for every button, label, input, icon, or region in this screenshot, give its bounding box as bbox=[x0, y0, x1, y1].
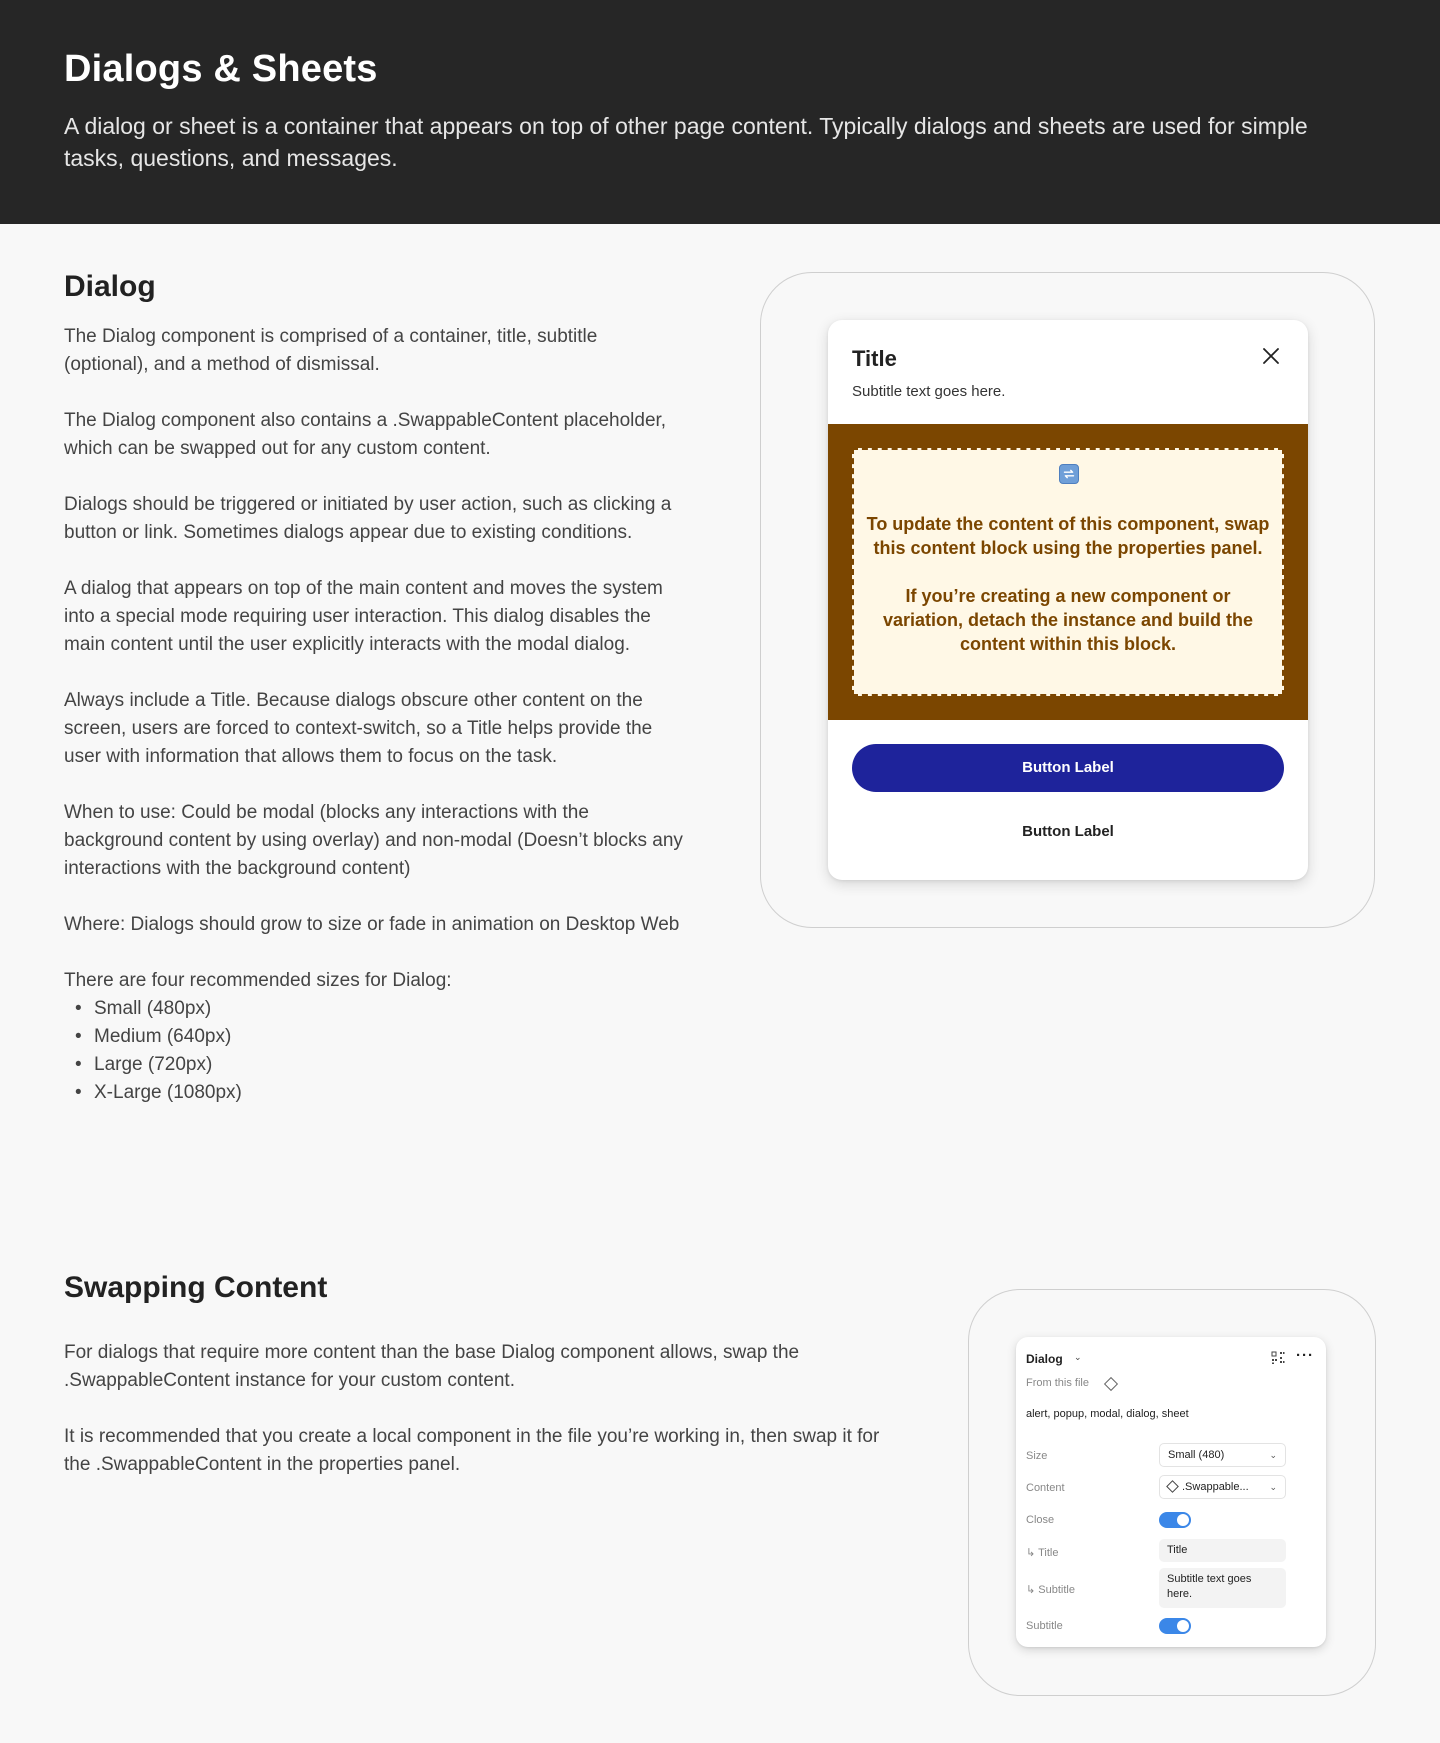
dialog-paragraph: Dialogs should be triggered or initiated by user action, such as clicking a button or link. Sometimes dialogs appear due to existing conditions. bbox=[64, 494, 672, 543]
list-item: • Medium (640px) bbox=[64, 1023, 684, 1051]
swappable-content-block bbox=[828, 424, 1308, 720]
size-label: Size bbox=[1026, 1450, 1048, 1462]
swap-icon bbox=[1059, 464, 1079, 484]
dialog-paragraph: There are four recommended sizes for Dialog: bbox=[64, 970, 452, 991]
dialog-section-body bbox=[64, 323, 684, 1107]
dialog-title: Title bbox=[852, 346, 897, 371]
swap-instruction-1: To update the content of this component, swap this content block using the properties panel. bbox=[866, 514, 1270, 558]
page-title: Dialogs & Sheets bbox=[64, 48, 378, 90]
dialog-size-list bbox=[64, 995, 684, 1107]
size-value: Small (480) bbox=[1168, 1449, 1225, 1461]
title-label: ↳ Title bbox=[1026, 1547, 1059, 1559]
size-select[interactable] bbox=[1159, 1443, 1286, 1467]
dialog-paragraph: Always include a Title. Because dialogs obscure other content on the screen, users are forced to context-switch, so a Title helps provide the user with information that allows them to focus on the task. bbox=[64, 690, 653, 767]
secondary-button[interactable]: Button Label bbox=[1022, 823, 1114, 840]
component-diamond-icon[interactable] bbox=[1104, 1377, 1118, 1391]
content-value: .Swappable... bbox=[1182, 1481, 1249, 1493]
instance-diamond-icon bbox=[1166, 1480, 1179, 1493]
primary-button[interactable]: Button Label bbox=[852, 744, 1284, 792]
subtitle-toggle[interactable] bbox=[1159, 1618, 1191, 1634]
list-item: • Large (720px) bbox=[64, 1051, 684, 1079]
dialog-subtitle: Subtitle text goes here. bbox=[852, 383, 1006, 400]
swap-instructions bbox=[864, 512, 1272, 656]
dialog-paragraph: A dialog that appears on top of the main content and moves the system into a special mode requiring user interaction. This dialog disables the main content until the user explicitly interacts with the modal dialog. bbox=[64, 578, 663, 655]
page-header bbox=[0, 0, 1440, 224]
dialog-paragraph: Where: Dialogs should grow to size or fade in animation on Desktop Web bbox=[64, 914, 680, 935]
close-label: Close bbox=[1026, 1514, 1055, 1526]
close-icon[interactable] bbox=[1259, 344, 1283, 368]
properties-panel bbox=[1016, 1337, 1326, 1647]
dialog-example bbox=[828, 320, 1308, 880]
content-label: Content bbox=[1026, 1482, 1065, 1494]
swap-instruction-2: If you’re creating a new component or variation, detach the instance and build the content within this block. bbox=[882, 586, 1254, 654]
list-item: • X-Large (1080px) bbox=[64, 1079, 684, 1107]
component-grid-icon[interactable] bbox=[1271, 1351, 1285, 1365]
page-description: A dialog or sheet is a container that appears on top of other page content. Typically dialogs and sheets are used for simple tasks, questions, and messages. bbox=[64, 113, 1308, 171]
subtitle-toggle-label: Subtitle bbox=[1026, 1620, 1063, 1632]
subtitle-label: ↳ Subtitle bbox=[1026, 1584, 1075, 1596]
swapping-section-title: Swapping Content bbox=[64, 1271, 328, 1304]
chevron-down-icon[interactable]: ⌄ bbox=[1074, 1352, 1082, 1362]
dialog-section-title: Dialog bbox=[64, 270, 156, 303]
dialog-paragraph: The Dialog component is comprised of a container, title, subtitle (optional), and a method of dismissal. bbox=[64, 326, 598, 375]
more-options-icon[interactable]: ··· bbox=[1296, 1347, 1314, 1364]
component-source: From this file bbox=[1026, 1377, 1089, 1389]
swapping-paragraph: For dialogs that require more content than the base Dialog component allows, swap the .SwappableContent instance for your custom content. bbox=[64, 1342, 800, 1391]
dialog-paragraph: When to use: Could be modal (blocks any interactions with the background content by using overlay) and non-modal (Doesn’t blocks any interactions with the background content) bbox=[64, 802, 683, 879]
swappable-content-placeholder bbox=[852, 448, 1284, 696]
swapping-section-body bbox=[64, 1339, 904, 1507]
close-toggle[interactable] bbox=[1159, 1512, 1191, 1528]
dialog-paragraph: The Dialog component also contains a .SwappableContent placeholder, which can be swapped out for any custom content. bbox=[64, 410, 667, 459]
properties-preview-frame bbox=[968, 1289, 1376, 1696]
subtitle-field[interactable]: Subtitle text goes here. bbox=[1159, 1568, 1286, 1608]
component-tags: alert, popup, modal, dialog, sheet bbox=[1026, 1408, 1189, 1420]
chevron-down-icon: ⌄ bbox=[1269, 1482, 1277, 1492]
chevron-down-icon: ⌄ bbox=[1269, 1450, 1277, 1460]
content-select[interactable] bbox=[1159, 1475, 1286, 1499]
title-field[interactable]: Title bbox=[1159, 1539, 1286, 1562]
component-name[interactable]: Dialog bbox=[1026, 1352, 1063, 1366]
swapping-paragraph: It is recommended that you create a local component in the file you’re working in, then swap it for the .SwappableContent in the properties panel. bbox=[64, 1426, 880, 1475]
dialog-preview-frame bbox=[760, 272, 1375, 928]
list-item: • Small (480px) bbox=[64, 995, 684, 1023]
